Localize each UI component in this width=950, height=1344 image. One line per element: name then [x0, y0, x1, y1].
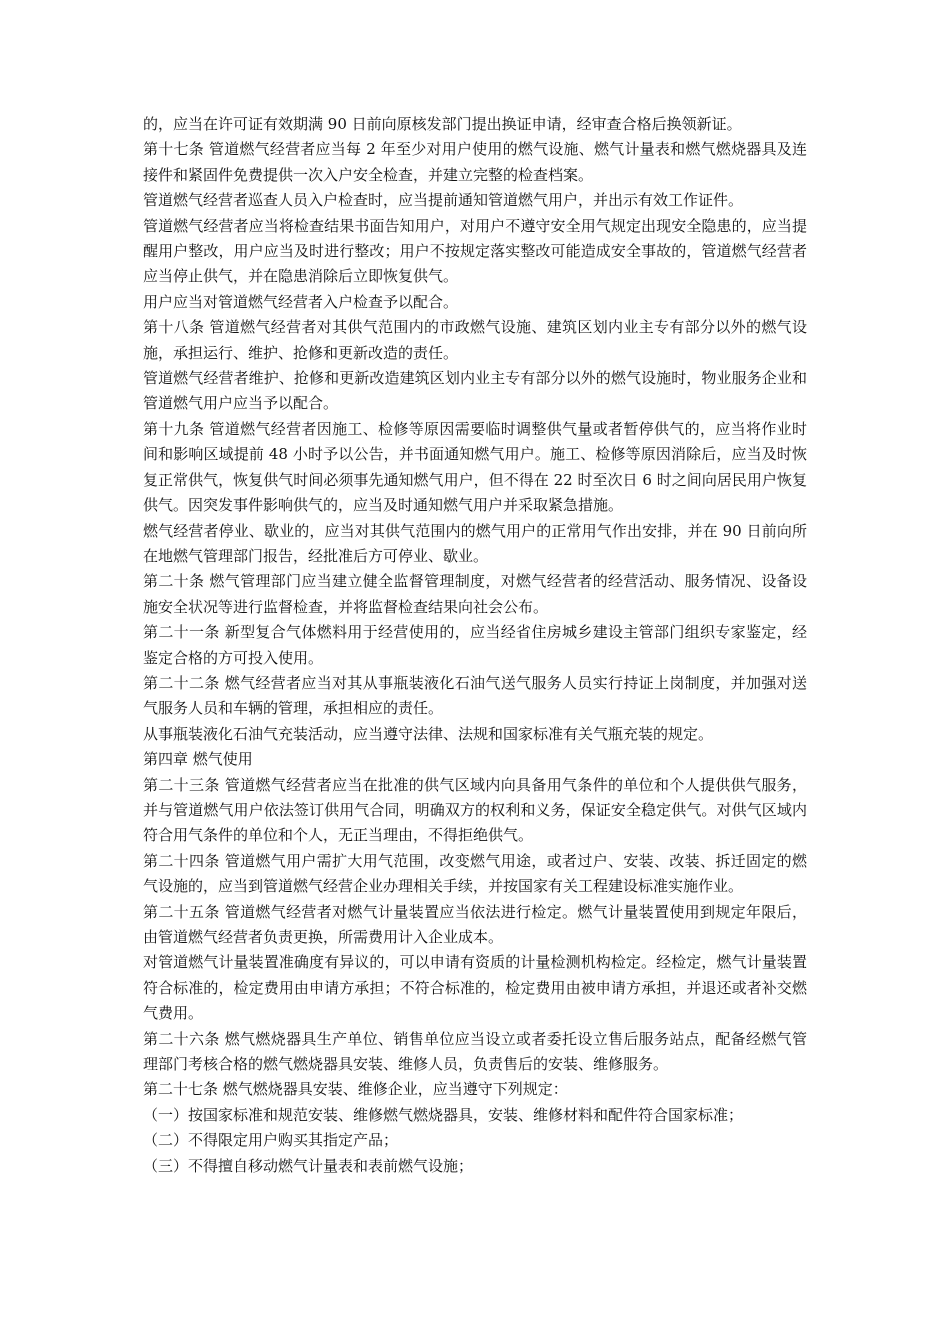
paragraph: 对管道燃气计量装置准确度有异议的，可以申请有资质的计量检测机构检定。经检定，燃气计量装置符合标准的，检定费用由申请方承担；不符合标准的，检定费用由被申请方承担，并退还或者补交燃气费用。 — [143, 953, 807, 1023]
paragraph-article-26: 第二十六条 燃气燃烧器具生产单位、销售单位应当设立或者委托设立售后服务站点，配备经燃气管理部门考核合格的燃气燃烧器具安装、维修人员，负责售后的安装、维修服务。 — [143, 1029, 807, 1074]
paragraph: 管道燃气经营者应当将检查结果书面告知用户，对用户不遵守安全用气规定出现安全隐患的，应当提醒用户整改，用户应当及时进行整改；用户不按规定落实整改可能造成安全事故的，管道燃气经营者应当停止供气，并在隐患消除后立即恢复供气。 — [143, 216, 807, 286]
document-body — [143, 112, 807, 1179]
chapter-heading: 第四章 燃气使用 — [143, 750, 253, 769]
paragraph-article-21: 第二十一条 新型复合气体燃料用于经营使用的，应当经省住房城乡建设主管部门组织专家鉴定，经鉴定合格的方可投入使用。 — [143, 623, 807, 667]
paragraph-article-24: 第二十四条 管道燃气用户需扩大用气范围，改变燃气用途，或者过户、安装、改装、拆迁固定的燃气设施的，应当到管道燃气经营企业办理相关手续，并按国家有关工程建设标准实施作业。 — [143, 851, 807, 896]
paragraph: 管道燃气经营者维护、抢修和更新改造建筑区划内业主专有部分以外的燃气设施时，物业服务企业和管道燃气用户应当予以配合。 — [143, 369, 807, 413]
paragraph-article-20: 第二十条 燃气管理部门应当建立健全监督管理制度，对燃气经营者的经营活动、服务情况、设备设施安全状况等进行监督检查，并将监督检查结果向社会公布。 — [143, 572, 807, 616]
paragraph: 从事瓶装液化石油气充装活动，应当遵守法律、法规和国家标准有关气瓶充装的规定。 — [143, 724, 714, 743]
list-item: （三）不得擅自移动燃气计量表和表前燃气设施； — [143, 1156, 474, 1175]
paragraph: 用户应当对管道燃气经营者入户检查予以配合。 — [143, 292, 459, 311]
paragraph: 的，应当在许可证有效期满 90 日前向原核发部门提出换证申请，经审查合格后换领新证。 — [143, 115, 742, 133]
paragraph: 管道燃气经营者巡查人员入户检查时，应当提前通知管道燃气用户，并出示有效工作证件。 — [143, 191, 744, 210]
paragraph: 燃气经营者停业、歇业的，应当对其供气范围内的燃气用户的正常用气作出安排，并在 90 日前向所在地燃气管理部门报告，经批准后方可停业、歇业。 — [143, 521, 807, 565]
list-item: （二）不得限定用户购买其指定产品； — [143, 1131, 399, 1150]
paragraph-article-17: 第十七条 管道燃气经营者应当每 2 年至少对用户使用的燃气设施、燃气计量表和燃气燃烧器具及连接件和紧固件免费提供一次入户安全检查，并建立完整的检查档案。 — [143, 140, 807, 184]
paragraph-article-25: 第二十五条 管道燃气经营者对燃气计量装置应当依法进行检定。燃气计量装置使用到规定年限后，由管道燃气经营者负责更换，所需费用计入企业成本。 — [143, 902, 807, 946]
paragraph-article-18: 第十八条 管道燃气经营者对其供气范围内的市政燃气设施、建筑区划内业主专有部分以外的燃气设施，承担运行、维护、抢修和更新改造的责任。 — [143, 318, 807, 362]
paragraph-article-22: 第二十二条 燃气经营者应当对其从事瓶装液化石油气送气服务人员实行持证上岗制度，并加强对送气服务人员和车辆的管理，承担相应的责任。 — [143, 673, 807, 718]
list-item: （一）按国家标准和规范安装、维修燃气燃烧器具，安装、维修材料和配件符合国家标准； — [143, 1105, 744, 1124]
paragraph-article-23: 第二十三条 管道燃气经营者应当在批准的供气区域内向具备用气条件的单位和个人提供供气服务，并与管道燃气用户依法签订供用气合同，明确双方的权利和义务，保证安全稳定供气。对供气区域内符合用气条件的单位和个人，无正当理由，不得拒绝供气。 — [143, 775, 807, 845]
paragraph-article-19: 第十九条 管道燃气经营者因施工、检修等原因需要临时调整供气量或者暂停供气的，应当将作业时间和影响区域提前 48 小时予以公告，并书面通知燃气用户。施工、检修等原因消除后，应当及时恢复正常供气，恢复供气时间必须事先通知燃气用户，但不得在 22 时至次日 6 时之间向居民用户恢复供气。因突发事件影响供气的，应当及时通知燃气用户并采取紧急措施。 — [143, 419, 807, 515]
paragraph-article-27: 第二十七条 燃气燃烧器具安装、维修企业，应当遵守下列规定： — [143, 1080, 568, 1099]
